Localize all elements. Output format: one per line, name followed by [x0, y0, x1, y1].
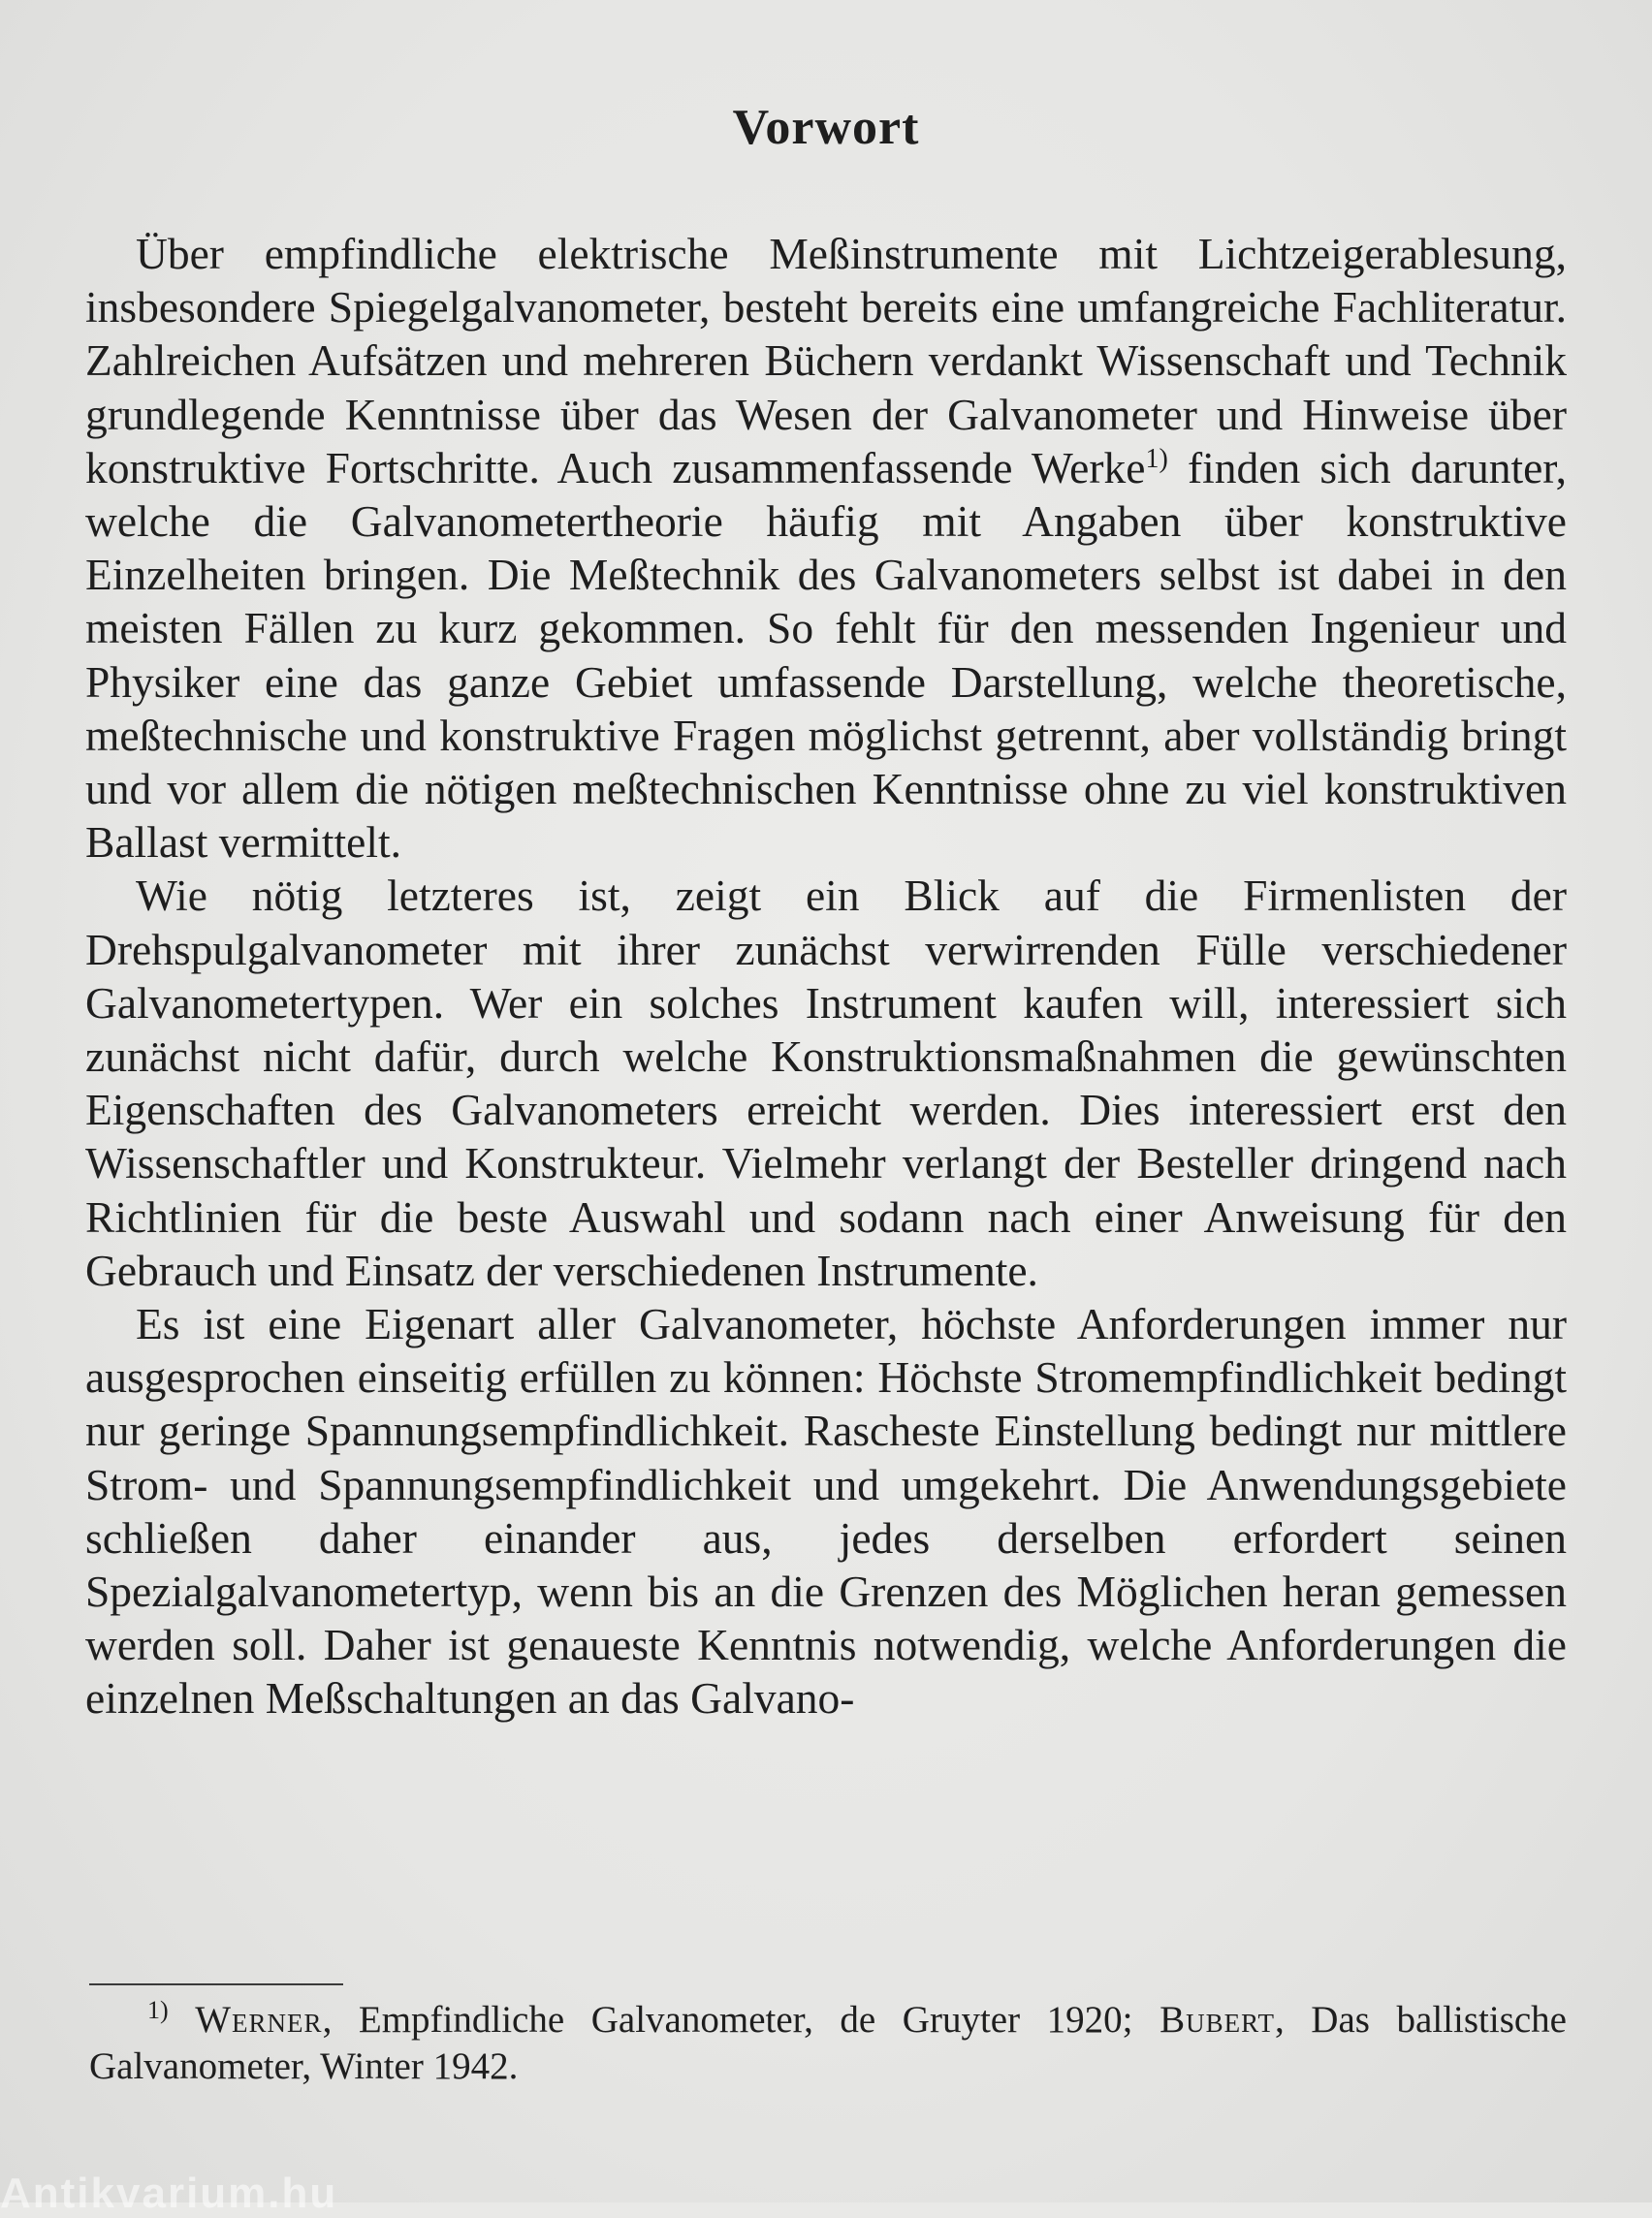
paragraph-2: Wie nötig letzteres ist, zeigt ein Blick auf die Firmenlisten der Drehspulgalvanometer mit ihrer zunächst verwirrenden Fülle verschiedener Galvanometertypen. Wer ein solches Instrument kaufen will, interessiert sich zunächst nicht dafür, durch welche Konstruktionsmaßnahmen die gewünschten Eigenschaften des Galvanometers erreicht werden. Dies interessiert erst den Wissenschaftler und Konstrukteur. Vielmehr verlangt der Besteller dringend nach Richtlinien für die beste Auswahl und sodann nach einer Anweisung für den Gebrauch und Einsatz der verschiedenen Instrumente.	[85, 871, 1567, 1295]
footnote-text-1: , Empfindliche Galvanometer, de Gruyter 1920;	[322, 1999, 1160, 2041]
footnote-marker: 1)	[147, 1996, 169, 2024]
paragraph-1	[85, 227, 1567, 869]
footnote-author-werner: Werner	[195, 1999, 323, 2041]
paragraph-3: Es ist eine Eigenart aller Galvanometer, höchste Anforderungen immer nur ausgesprochen einseitig erfüllen zu können: Höchste Stromempfindlichkeit bedingt nur geringe Spannungsempfindlichkeit. Rascheste Einstellung bedingt nur mittlere Strom- und Spannungsempfindlichkeit und umgekehrt. Die Anwendungsgebiete schließen daher einander aus, jedes derselben erfordert seinen Spezialgalvanometertyp, wenn bis an die Grenzen des Möglichen heran gemessen werden soll. Daher ist genaueste Kenntnis notwendig, welche Anforderungen die einzelnen Meßschaltungen an das Galvano-	[85, 1299, 1567, 1724]
paragraph-1-continuation: finden sich darunter, welche die Galvanometertheorie häufig mit Angaben über konstruktive Einzelheiten bringen. Die Meßtechnik des Galvanometers selbst ist dabei in den meisten Fällen zu kurz gekommen. So fehlt für den messenden Ingenieur und Physiker eine das ganze Gebiet umfassende Darstellung, welche theoretische, meßtechnische und konstruktive Fragen möglichst getrennt, aber vollständig bringt und vor allem die nötigen meßtechnischen Kenntnisse ohne zu viel konstruktiven Ballast vermittelt.	[85, 442, 1568, 868]
footnote-reference: 1)	[1145, 443, 1168, 474]
footnote-author-bubert: Bubert	[1160, 1999, 1275, 2041]
footnote-text-2: , Das ballistische Galvanometer, Winter 1942.	[89, 1999, 1567, 2087]
footnote-divider	[89, 1983, 343, 1985]
watermark: Antikvarium.hu	[0, 2170, 338, 2217]
body-text	[85, 227, 1567, 1726]
footnote	[89, 1997, 1567, 2090]
paragraph-1-text: Über empfindliche elektrische Meßinstrumente mit Lichtzeigerablesung, insbesondere Spiegelgalvanometer, besteht bereits eine umfangreiche Fachliteratur. Zahlreichen Aufsätzen und mehreren Büchern verdankt Wissenschaft und Technik grundlegende Kenntnisse über das Wesen der Galvanometer und Hinweise über konstruktive Fortschritte. Auch zusammenfassende Werke	[85, 229, 1567, 492]
page-heading: Vorwort	[732, 100, 920, 155]
